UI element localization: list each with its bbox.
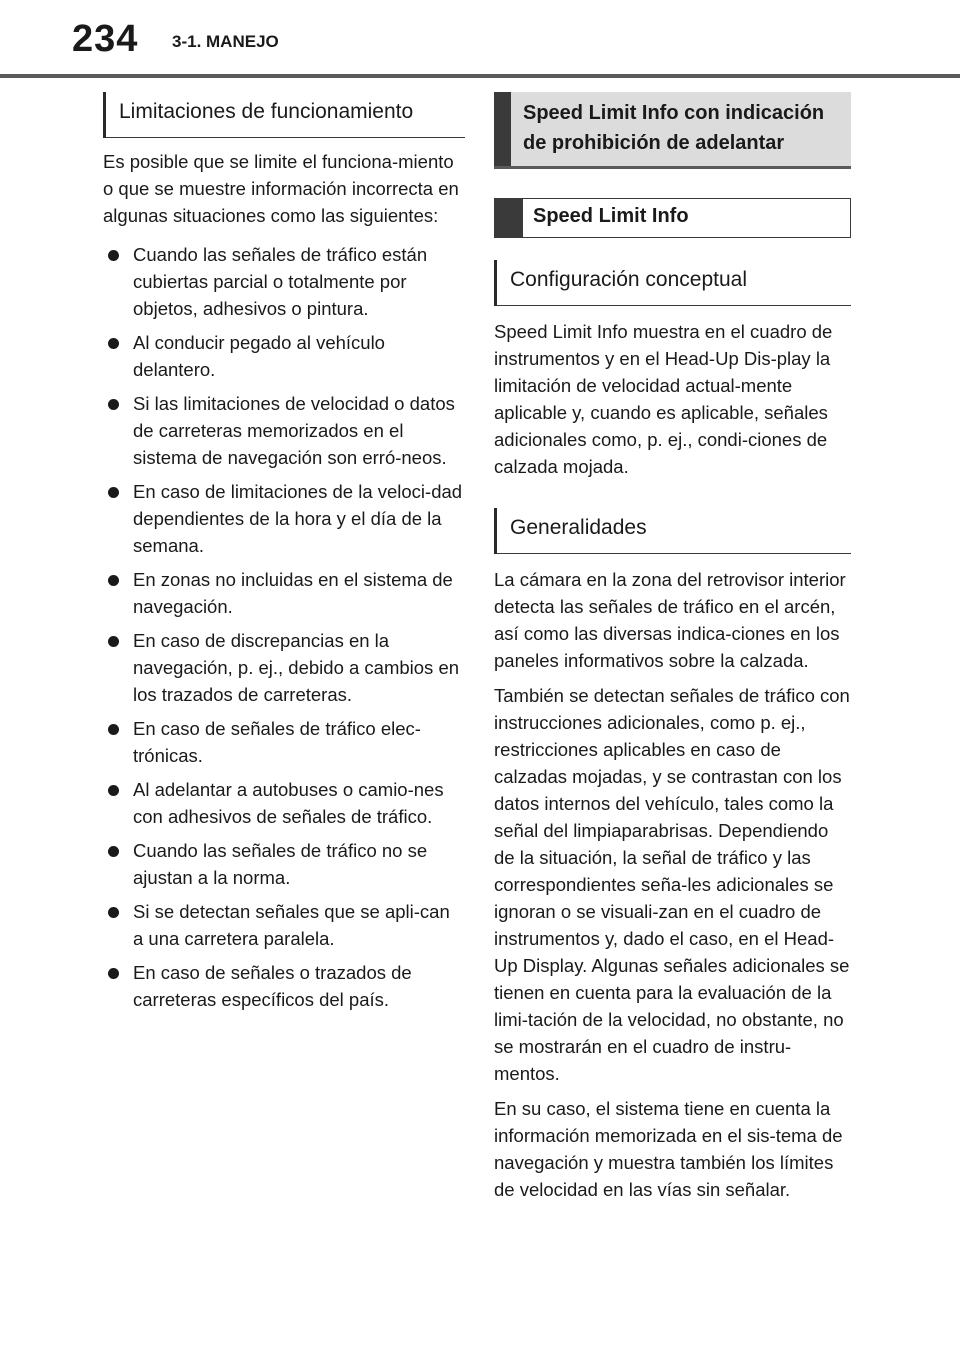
right-column [494,92,851,1203]
list-item: Cuando las señales de tráfico están cubiertas parcial o totalmente por objetos, adhesivos o pintura. [103,241,465,322]
general-paragraph: En su caso, el sistema tiene en cuenta la información memorizada en el sis-tema de navegación y muestra también los límites de velocidad en las vías sin señalar. [494,1098,843,1200]
list-item: En caso de señales de tráfico elec-trónicas. [103,715,465,769]
list-item: Al adelantar a autobuses o camio-nes con adhesivos de señales de tráfico. [103,776,465,830]
left-column [103,92,465,1020]
heading-limitaciones: Limitaciones de funcionamiento [103,92,465,138]
intro-paragraph: Es posible que se limite el funciona-miento o que se muestre información incorrecta en algunas situaciones como las siguientes: [103,151,459,226]
page-header [0,0,960,78]
heading-speed-limit-info-adelantar: Speed Limit Info con indicación de prohibición de adelantar [494,92,851,166]
list-item: Si las limitaciones de velocidad o datos de carreteras memorizados en el sistema de navegación son erró-neos. [103,390,465,471]
list-item: En caso de limitaciones de la veloci-dad dependientes de la hora y el día de la semana. [103,478,465,559]
list-item: Al conducir pegado al vehículo delantero. [103,329,465,383]
heading-speed-limit-info-label: Speed Limit Info [533,205,689,227]
general-paragraph: También se detectan señales de tráfico con instrucciones adicionales, como p. ej., restricciones aplicables en caso de calzadas mojadas, y se contrastan con los datos internos del vehículo, tales como la señal del limpiaparabrisas. Dependiendo de la situación, la señal de tráfico y las correspondientes seña-les adicionales se ignoran o se visuali-zan en el cuadro de instrumentos y, dado el caso, en el Head-Up Display. Algunas señales adicionales se tienen en cuenta para la evaluación de la limi-tación de la velocidad, no obstante, no se mostrarán en el cuadro de instru-mentos. [494,685,850,1084]
list-item: En zonas no incluidas en el sistema de navegación. [103,566,465,620]
chapter-title: 3-1. MANEJO [172,32,279,51]
general-paragraph: La cámara en la zona del retrovisor interior detecta las señales de tráfico en el arcén, así como las diversas indica-ciones en los paneles informativos sobre la calzada. [494,569,846,671]
list-item: En caso de señales o trazados de carreteras específicos del país. [103,959,465,1013]
heading-speed-limit-info [494,198,851,238]
header-divider [0,74,960,78]
list-item: En caso de discrepancias en la navegación, p. ej., debido a cambios en los trazados de carreteras. [103,627,465,708]
heading-generalidades: Generalidades [494,508,851,554]
heading-configuracion: Configuración conceptual [494,260,851,306]
list-item: Si se detectan señales que se apli-can a una carretera paralela. [103,898,465,952]
list-item: Cuando las señales de tráfico no se ajustan a la norma. [103,837,465,891]
page-number: 234 [72,18,139,60]
concept-paragraph: Speed Limit Info muestra en el cuadro de instrumentos y en el Head-Up Dis-play la limitación de velocidad actual-mente aplicable y, cuando es aplicable, señales adicionales como, p. ej., condi-ciones de calzada mojada. [494,321,833,477]
heading-bar [495,199,523,237]
limitations-list [103,241,465,1013]
